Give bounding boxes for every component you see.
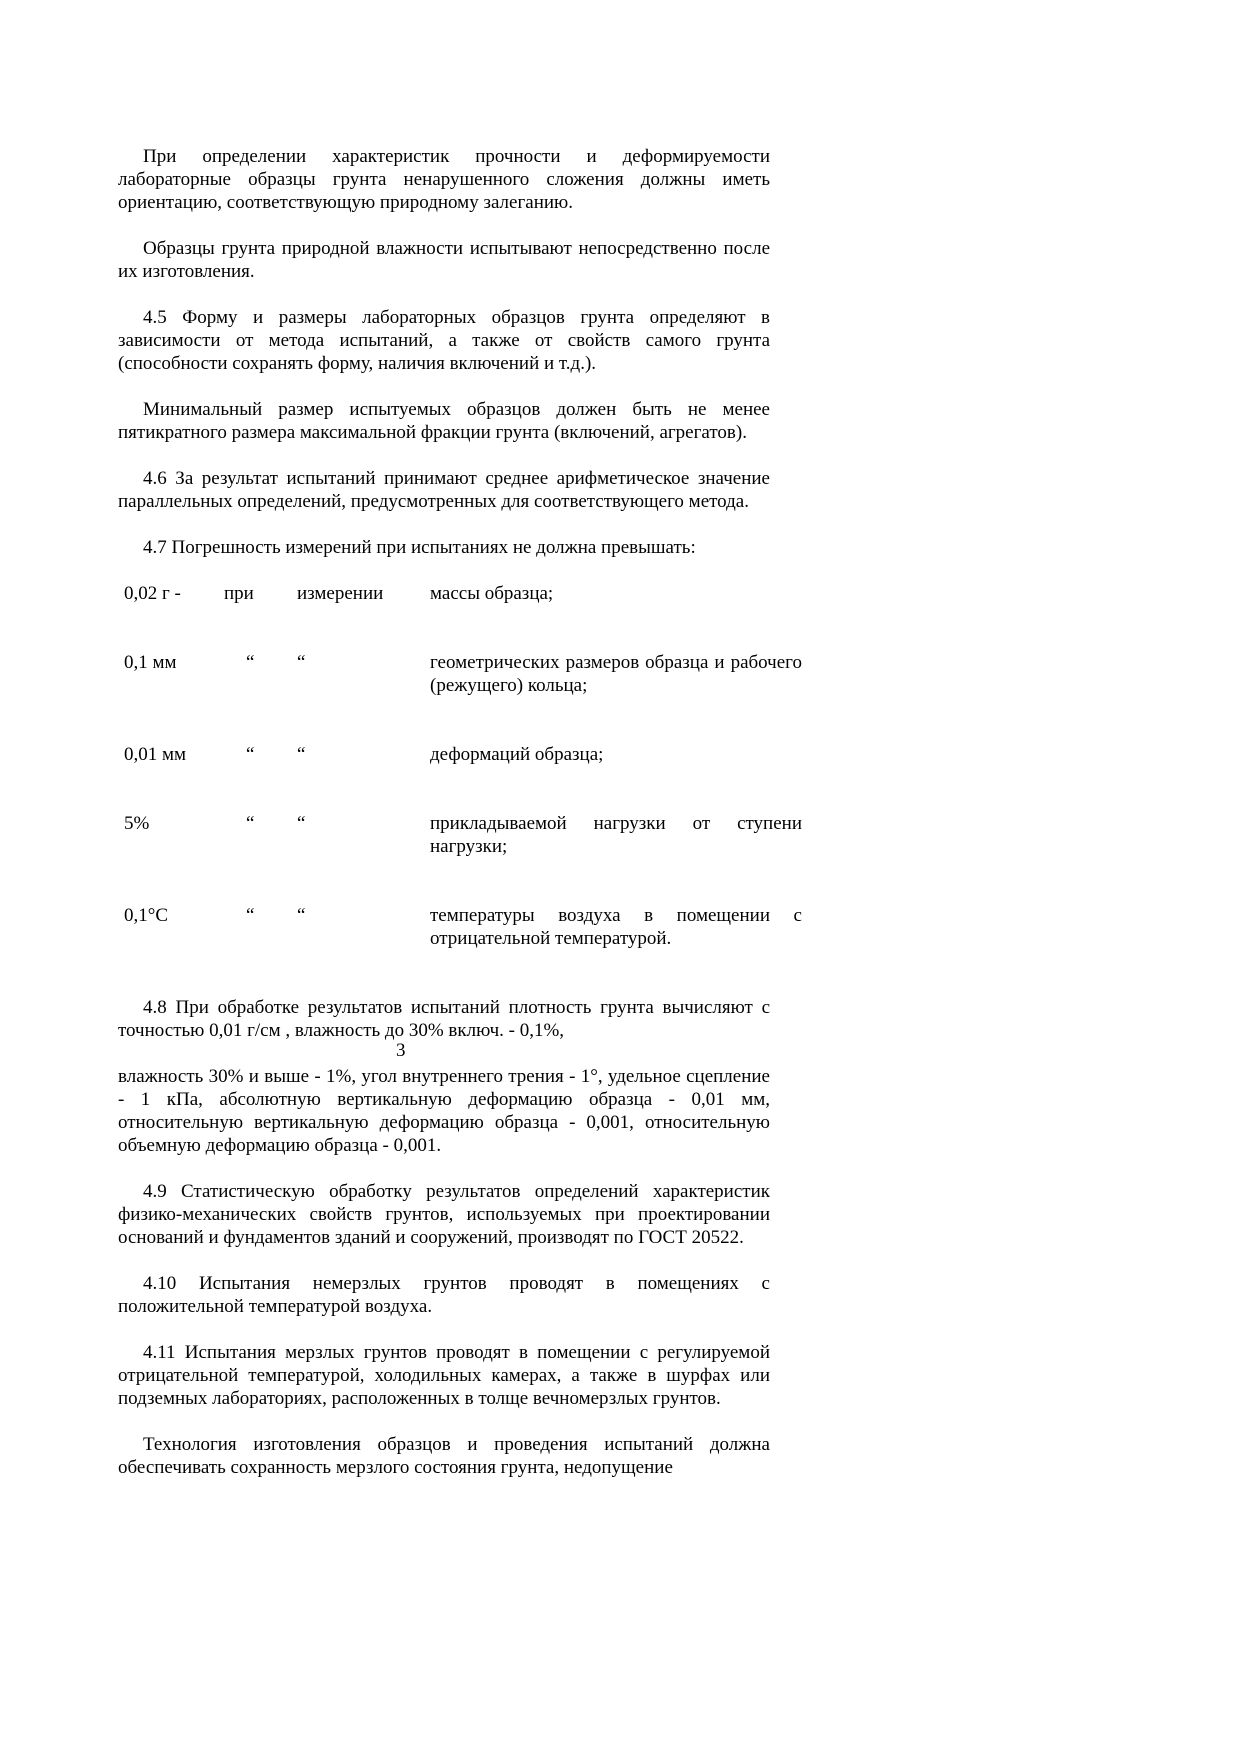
tolerance-row [124, 743, 802, 766]
tolerance-row [124, 651, 802, 697]
tolerance-ditto-mark: “ [246, 813, 255, 834]
tolerance-value: 0,1°С [124, 905, 169, 926]
tolerance-description: прикладываемой нагрузки от ступени нагрузки; [430, 813, 802, 857]
paragraph-orientation: При определении характеристик прочности и деформируемости лабораторные образцы грунта ненарушенного сложения должны иметь ориентацию, соответствующую природному залеганию. [118, 146, 770, 213]
paragraph-natural-moisture: Образцы грунта природной влажности испытывают непосредственно после их изготовления. [118, 238, 770, 282]
paragraph-4-8: 4.8 При обработке результатов испытаний плотность грунта вычисляют с точностью 0,01 г/см , влажность до 30% включ. - 0,1%, [118, 997, 770, 1041]
paragraph-technology: Технология изготовления образцов и проведения испытаний должна обеспечивать сохранность мерзлого состояния грунта, недопущение [118, 1434, 770, 1478]
paragraph-4-9: 4.9 Статистическую обработку результатов определений характеристик физико-механических свойств грунтов, используемых при проектировании оснований и фундаментов зданий и сооружений, производят по ГОСТ 20522. [118, 1181, 770, 1248]
tolerance-row [124, 904, 802, 950]
tolerance-ditto-mark: “ [297, 744, 306, 765]
tolerance-ditto-mark: “ [246, 652, 255, 673]
tolerance-value: 5% [124, 813, 150, 834]
tolerance-ditto-mark: “ [297, 813, 306, 834]
paragraph-4-8-wrap [118, 996, 770, 1061]
cubic-superscript: 3 [396, 1040, 406, 1061]
tolerance-ditto-mark: “ [246, 905, 255, 926]
paragraph-4-8-continued: влажность 30% и выше - 1%, угол внутреннего трения - 1°, удельное сцепление - 1 кПа, абсолютную вертикальную деформацию образца - 0,01 мм, относительную вертикальную деформацию образца - 0,001, относительную объемную деформацию образца - 0,001. [118, 1066, 770, 1156]
tolerance-row [124, 582, 802, 605]
tolerance-verb: измерении [297, 583, 384, 604]
tolerance-ditto-mark: “ [246, 744, 255, 765]
tolerance-description: геометрических размеров образца и рабочего (режущего) кольца; [430, 652, 802, 696]
paragraph-4-11: 4.11 Испытания мерзлых грунтов проводят в помещении с регулируемой отрицательной температурой, холодильных камерах, а также в шурфах или подземных лабораториях, расположенных в толще вечномерзлых грунтов. [118, 1342, 770, 1409]
tolerance-description: деформаций образца; [430, 744, 604, 765]
document-page [118, 145, 802, 1502]
paragraph-4-7: 4.7 Погрешность измерений при испытаниях не должна превышать: [143, 537, 696, 558]
tolerance-ditto-mark: “ [297, 905, 306, 926]
tolerance-row [124, 812, 802, 858]
paragraph-4-6: 4.6 За результат испытаний принимают среднее арифметическое значение параллельных определений, предусмотренных для соответствующего метода. [118, 468, 770, 512]
paragraph-4-5: 4.5 Форму и размеры лабораторных образцов грунта определяют в зависимости от метода испытаний, а также от свойств самого грунта (способности сохранять форму, наличия включений и т.д.). [118, 307, 770, 374]
tolerance-value: 0,1 мм [124, 652, 177, 673]
tolerance-description: массы образца; [430, 583, 554, 604]
tolerance-value: 0,01 мм [124, 744, 187, 765]
tolerance-table [124, 582, 802, 950]
tolerance-description: температуры воздуха в помещении с отрицательной температурой. [430, 905, 802, 949]
tolerance-prep: при [224, 583, 254, 604]
paragraph-min-size: Минимальный размер испытуемых образцов должен быть не менее пятикратного размера максимальной фракции грунта (включений, агрегатов). [118, 399, 770, 443]
paragraph-4-10: 4.10 Испытания немерзлых грунтов проводят в помещениях с положительной температурой воздуха. [118, 1273, 770, 1317]
tolerance-ditto-mark: “ [297, 652, 306, 673]
tolerance-value: 0,02 г - [124, 583, 181, 604]
